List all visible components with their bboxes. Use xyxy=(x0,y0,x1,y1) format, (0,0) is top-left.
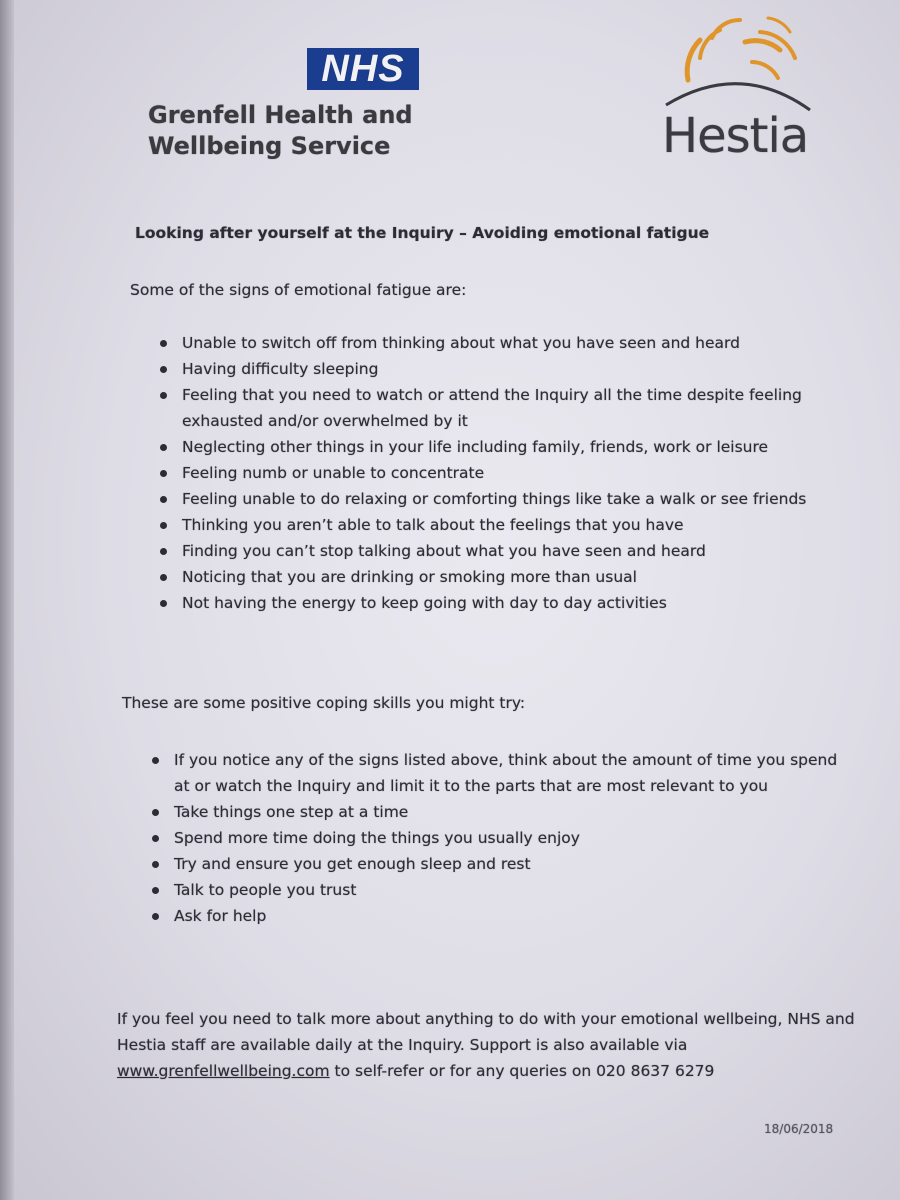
bullet-icon xyxy=(152,835,159,842)
list-item: Having difficulty sleeping xyxy=(160,356,862,382)
hestia-logo-text: Hestia xyxy=(662,108,809,164)
list-item: Try and ensure you get enough sleep and rest xyxy=(152,851,844,877)
coping-list xyxy=(152,747,844,929)
list-item: Neglecting other things in your life including family, friends, work or leisure xyxy=(160,434,862,460)
list-item: If you notice any of the signs listed above, think about the amount of time you spend at or watch the Inquiry and limit it to the parts that are most relevant to you xyxy=(152,747,844,799)
list-item: Ask for help xyxy=(152,903,844,929)
list-item: Not having the energy to keep going with day to day activities xyxy=(160,590,862,616)
list-item: Finding you can’t stop talking about what you have seen and heard xyxy=(160,538,862,564)
bullet-icon xyxy=(160,574,167,581)
bullet-icon xyxy=(160,470,167,477)
bullet-icon xyxy=(152,757,159,764)
list-item: Take things one step at a time xyxy=(152,799,844,825)
org-name-line-2: Wellbeing Service xyxy=(148,132,391,160)
bullet-icon xyxy=(160,496,167,503)
page-title: Looking after yourself at the Inquiry – Avoiding emotional fatigue xyxy=(135,224,710,242)
bullet-icon xyxy=(160,366,167,373)
closing-text-after: to self-refer or for any queries on 020 8637 6279 xyxy=(329,1061,715,1080)
bullet-icon xyxy=(160,340,167,347)
bullet-icon xyxy=(152,861,159,868)
bullet-icon xyxy=(160,548,167,555)
signs-intro: Some of the signs of emotional fatigue are: xyxy=(130,281,467,299)
nhs-logo: NHS xyxy=(307,48,419,90)
list-item: Talk to people you trust xyxy=(152,877,844,903)
signs-list xyxy=(160,330,862,616)
bullet-icon xyxy=(160,392,167,399)
bullet-icon xyxy=(152,887,159,894)
paper-edge xyxy=(0,0,14,1200)
closing-text-before: If you feel you need to talk more about anything to do with your emotional wellbeing, NHS and Hestia staff are available daily at the Inquiry. Support is also available via xyxy=(117,1009,855,1054)
list-item: Unable to switch off from thinking about what you have seen and heard xyxy=(160,330,862,356)
bullet-icon xyxy=(160,522,167,529)
bullet-icon xyxy=(152,809,159,816)
closing-paragraph xyxy=(117,1006,862,1084)
document-date: 18/06/2018 xyxy=(764,1122,834,1136)
hestia-sun-logo-icon xyxy=(660,10,840,120)
list-item: Thinking you aren’t able to talk about the feelings that you have xyxy=(160,512,862,538)
coping-intro: These are some positive coping skills you might try: xyxy=(122,694,526,712)
bullet-icon xyxy=(152,913,159,920)
list-item: Noticing that you are drinking or smoking more than usual xyxy=(160,564,862,590)
org-name-line-1: Grenfell Health and xyxy=(148,101,413,129)
organisation-name xyxy=(148,100,438,162)
bullet-icon xyxy=(160,600,167,607)
list-item: Spend more time doing the things you usually enjoy xyxy=(152,825,844,851)
list-item: Feeling that you need to watch or attend the Inquiry all the time despite feeling exhausted and/or overwhelmed by it xyxy=(160,382,862,434)
list-item: Feeling numb or unable to concentrate xyxy=(160,460,862,486)
bullet-icon xyxy=(160,444,167,451)
wellbeing-website-link[interactable]: www.grenfellwellbeing.com xyxy=(117,1061,330,1080)
list-item: Feeling unable to do relaxing or comforting things like take a walk or see friends xyxy=(160,486,862,512)
